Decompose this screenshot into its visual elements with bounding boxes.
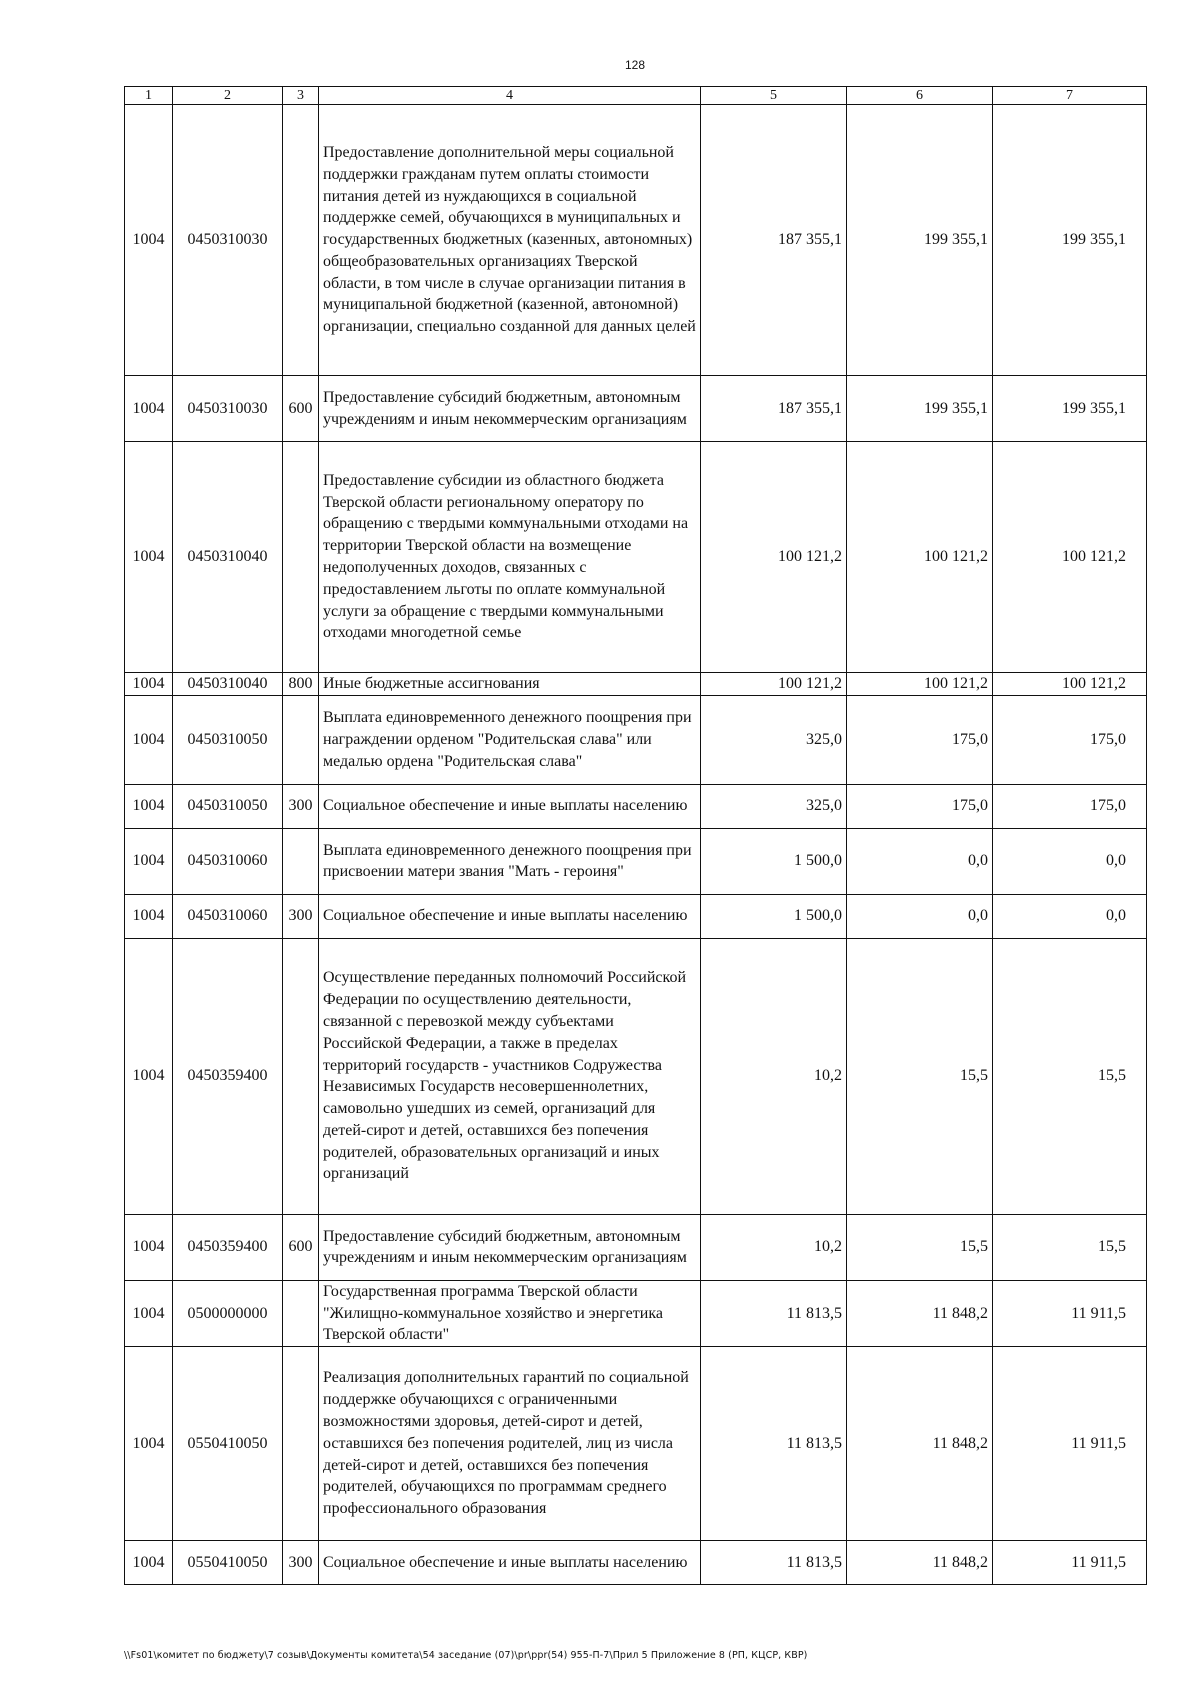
value-col-5: 10,2 xyxy=(701,938,847,1214)
value-col-6: 11 848,2 xyxy=(847,1280,993,1346)
expense-type-code xyxy=(283,1347,319,1541)
expense-type-code xyxy=(283,105,319,376)
section-code: 1004 xyxy=(125,784,173,828)
value-col-5: 1 500,0 xyxy=(701,828,847,894)
target-article-code: 0450310050 xyxy=(173,784,283,828)
header-col-6: 6 xyxy=(847,87,993,105)
row-description: Предоставление субсидий бюджетным, автономным учреждениям и иным некоммерческим организациям xyxy=(319,1214,701,1280)
target-article-code: 0450310030 xyxy=(173,105,283,376)
value-col-6: 175,0 xyxy=(847,695,993,784)
row-description: Социальное обеспечение и иные выплаты населению xyxy=(319,784,701,828)
row-description: Предоставление субсидий бюджетным, автономным учреждениям и иным некоммерческим организациям xyxy=(319,376,701,442)
value-col-6: 0,0 xyxy=(847,894,993,938)
table-row xyxy=(125,1280,1147,1346)
header-col-4: 4 xyxy=(319,87,701,105)
expense-type-code: 300 xyxy=(283,894,319,938)
table-row xyxy=(125,1214,1147,1280)
target-article-code: 0450310060 xyxy=(173,828,283,894)
section-code: 1004 xyxy=(125,1214,173,1280)
row-description: Выплата единовременного денежного поощрения при награждении орденом "Родительская слава" или медалью ордена "Родительская слава" xyxy=(319,695,701,784)
value-col-6: 175,0 xyxy=(847,784,993,828)
table-row xyxy=(125,695,1147,784)
value-col-7: 199 355,1 xyxy=(993,376,1147,442)
table-row xyxy=(125,938,1147,1214)
table-row xyxy=(125,828,1147,894)
value-col-5: 11 813,5 xyxy=(701,1541,847,1585)
section-code: 1004 xyxy=(125,673,173,696)
value-col-5: 187 355,1 xyxy=(701,376,847,442)
expense-type-code: 800 xyxy=(283,673,319,696)
value-col-6: 15,5 xyxy=(847,1214,993,1280)
value-col-5: 10,2 xyxy=(701,1214,847,1280)
value-col-6: 199 355,1 xyxy=(847,105,993,376)
value-col-6: 199 355,1 xyxy=(847,376,993,442)
row-description: Предоставление дополнительной меры социальной поддержки гражданам путем оплаты стоимости питания детей из нуждающихся в социальной поддержке семей, обучающихся в муниципальных и государственных бюджетных (казенных, автономных) общеобразовательных организациях Тверской области, в том числе в случае организации питания в муниципальной бюджетной (казенной, автономной) организации, специально созданной для данных целей xyxy=(319,105,701,376)
section-code: 1004 xyxy=(125,1280,173,1346)
value-col-7: 100 121,2 xyxy=(993,442,1147,673)
expense-type-code xyxy=(283,442,319,673)
table-row xyxy=(125,442,1147,673)
footer-file-path: \\Fs01\комитет по бюджету\7 созыв\Документы комитета\54 заседание (07)\pr\ppr(54) 955-П-7\Прил 5 Приложение 8 (РП, КЦСР, КВР) xyxy=(124,1650,808,1661)
expense-type-code xyxy=(283,938,319,1214)
value-col-6: 100 121,2 xyxy=(847,442,993,673)
section-code: 1004 xyxy=(125,105,173,376)
expense-type-code: 600 xyxy=(283,1214,319,1280)
value-col-5: 187 355,1 xyxy=(701,105,847,376)
expense-type-code xyxy=(283,1280,319,1346)
table-row xyxy=(125,376,1147,442)
table-row xyxy=(125,784,1147,828)
value-col-5: 325,0 xyxy=(701,784,847,828)
section-code: 1004 xyxy=(125,1347,173,1541)
target-article-code: 0450359400 xyxy=(173,1214,283,1280)
section-code: 1004 xyxy=(125,376,173,442)
value-col-7: 11 911,5 xyxy=(993,1541,1147,1585)
value-col-6: 0,0 xyxy=(847,828,993,894)
target-article-code: 0550410050 xyxy=(173,1347,283,1541)
expense-type-code: 300 xyxy=(283,784,319,828)
target-article-code: 0450310050 xyxy=(173,695,283,784)
target-article-code: 0450310060 xyxy=(173,894,283,938)
header-col-7: 7 xyxy=(993,87,1147,105)
target-article-code: 0500000000 xyxy=(173,1280,283,1346)
value-col-7: 15,5 xyxy=(993,938,1147,1214)
budget-table xyxy=(124,86,1147,1585)
value-col-5: 11 813,5 xyxy=(701,1347,847,1541)
section-code: 1004 xyxy=(125,442,173,673)
row-description: Реализация дополнительных гарантий по социальной поддержке обучающихся с ограниченными возможностями здоровья, детей-сирот и детей, оставшихся без попечения родителей, лиц из числа детей-сирот и детей, оставшихся без попечения родителей, обучающихся по программам среднего профессионального образования xyxy=(319,1347,701,1541)
value-col-7: 100 121,2 xyxy=(993,673,1147,696)
table-row xyxy=(125,1347,1147,1541)
value-col-5: 100 121,2 xyxy=(701,673,847,696)
value-col-5: 1 500,0 xyxy=(701,894,847,938)
value-col-7: 175,0 xyxy=(993,784,1147,828)
row-description: Выплата единовременного денежного поощрения при присвоении матери звания "Мать - героиня" xyxy=(319,828,701,894)
value-col-6: 100 121,2 xyxy=(847,673,993,696)
table-row xyxy=(125,1541,1147,1585)
value-col-7: 0,0 xyxy=(993,894,1147,938)
value-col-7: 0,0 xyxy=(993,828,1147,894)
target-article-code: 0450310030 xyxy=(173,376,283,442)
value-col-7: 175,0 xyxy=(993,695,1147,784)
table-row xyxy=(125,673,1147,696)
section-code: 1004 xyxy=(125,1541,173,1585)
expense-type-code: 600 xyxy=(283,376,319,442)
row-description: Социальное обеспечение и иные выплаты населению xyxy=(319,1541,701,1585)
target-article-code: 0450359400 xyxy=(173,938,283,1214)
value-col-7: 11 911,5 xyxy=(993,1347,1147,1541)
row-description: Предоставление субсидии из областного бюджета Тверской области региональному оператору по обращению с твердыми коммунальными отходами на территории Тверской области на возмещение недополученных доходов, связанных с предоставлением льготы по оплате коммунальной услуги за обращение с твердыми коммунальными отходами многодетной семье xyxy=(319,442,701,673)
value-col-5: 325,0 xyxy=(701,695,847,784)
target-article-code: 0450310040 xyxy=(173,442,283,673)
value-col-7: 199 355,1 xyxy=(993,105,1147,376)
value-col-6: 11 848,2 xyxy=(847,1347,993,1541)
value-col-5: 100 121,2 xyxy=(701,442,847,673)
header-col-5: 5 xyxy=(701,87,847,105)
value-col-5: 11 813,5 xyxy=(701,1280,847,1346)
row-description: Иные бюджетные ассигнования xyxy=(319,673,701,696)
row-description: Государственная программа Тверской области "Жилищно-коммунальное хозяйство и энергетика Тверской области" xyxy=(319,1280,701,1346)
expense-type-code xyxy=(283,695,319,784)
header-col-1: 1 xyxy=(125,87,173,105)
table-row xyxy=(125,894,1147,938)
value-col-6: 15,5 xyxy=(847,938,993,1214)
target-article-code: 0450310040 xyxy=(173,673,283,696)
section-code: 1004 xyxy=(125,894,173,938)
header-col-2: 2 xyxy=(173,87,283,105)
table-row xyxy=(125,105,1147,376)
section-code: 1004 xyxy=(125,938,173,1214)
section-code: 1004 xyxy=(125,695,173,784)
section-code: 1004 xyxy=(125,828,173,894)
row-description: Социальное обеспечение и иные выплаты населению xyxy=(319,894,701,938)
page-number: 128 xyxy=(624,58,646,72)
target-article-code: 0550410050 xyxy=(173,1541,283,1585)
expense-type-code xyxy=(283,828,319,894)
expense-type-code: 300 xyxy=(283,1541,319,1585)
value-col-6: 11 848,2 xyxy=(847,1541,993,1585)
row-description: Осуществление переданных полномочий Российской Федерации по осуществлению деятельности, связанной с перевозкой между субъектами Российской Федерации, а также в пределах территорий государств - участников Содружества Независимых Государств несовершеннолетних, самовольно ушедших из семей, организаций для детей-сирот и детей, оставшихся без попечения родителей, образовательных организаций и иных организаций xyxy=(319,938,701,1214)
value-col-7: 11 911,5 xyxy=(993,1280,1147,1346)
table-header-row xyxy=(125,87,1147,105)
value-col-7: 15,5 xyxy=(993,1214,1147,1280)
header-col-3: 3 xyxy=(283,87,319,105)
